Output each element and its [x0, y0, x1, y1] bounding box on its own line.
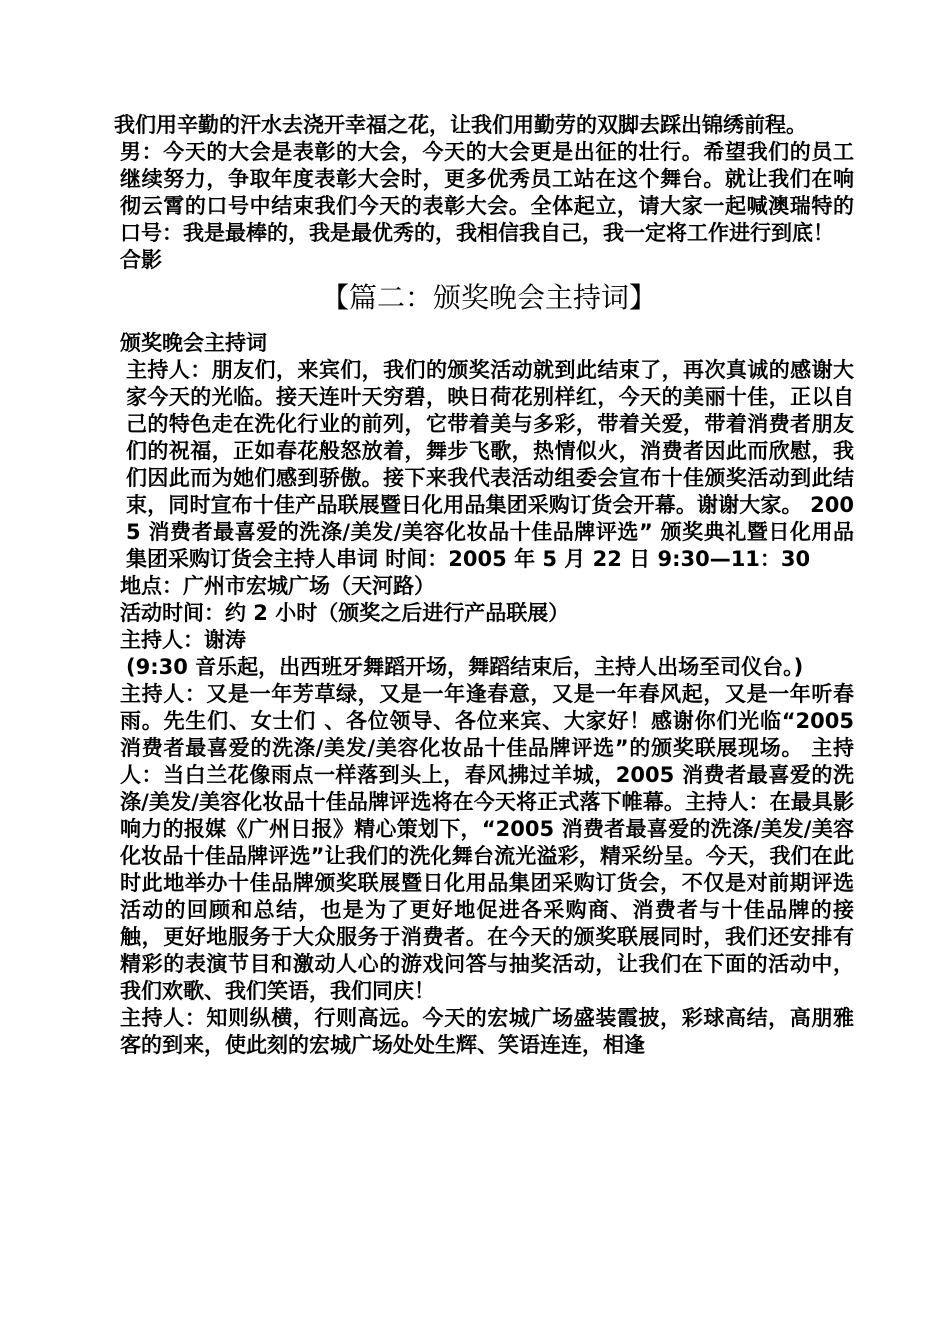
paragraph-host-name: 主持人：谢涛	[120, 628, 246, 652]
paragraph-host-welcome: 主持人：又是一年芳草绿，又是一年逢春意，又是一年春风起，又是一年听春雨。先生们、女士们 、各位领导、各位来宾、大家好！感谢你们光临“2005 消费者最喜爱的洗涤/美发/美容化妆品十佳品牌评选”的颁奖联展现场。 主持人：当白兰花像雨点一样落到头上，春风拂过羊城，2005 消费者最喜爱的洗涤/美发/美容化妆品十佳品牌评选将在今天将正式落下帷幕。主持人：在最具影响力的报媒《广州日报》精心策划下，“2005 消费者最喜爱的洗涤/美发/美容化妆品十佳品牌评选”让我们的洗化舞台流光溢彩，精采纷呈。今天，我们在此时此地举办十佳品牌颁奖联展暨日化用品集团采购订货会，不仅是对前期评选活动的回顾和总结，也是为了更好地促进各采购商、消费者与十佳品牌的接触，更好地服务于大众服务于消费者。在今天的颁奖联展同时，我们还安排有精彩的表演节目和激动人心的游戏问答与抽奖活动，让我们在下面的活动中，我们欢歌、我们笑语，我们同庆！	[120, 682, 854, 1003]
paragraph-host-continuation: 主持人：知则纵横，行则高远。今天的宏城广场盛装霞披，彩球高结，高朋雅客的到来，使此刻的宏城广场处处生辉、笑语连连，相逢	[120, 1006, 854, 1057]
paragraph-stage-direction: (9:30 音乐起，出西班牙舞蹈开场，舞蹈结束后，主持人出场至司仪台。)	[126, 655, 804, 679]
section-title: 【篇二：颁奖晚会主持词】	[320, 281, 657, 314]
paragraph-closing-line: 我们用辛勤的汗水去浇开幸福之花，让我们用勤劳的双脚去踩出锦绣前程。	[114, 113, 807, 137]
paragraph-duration: 活动时间：约 2 小时（颁奖之后进行产品联展）	[120, 601, 570, 625]
paragraph-location: 地点：广州市宏城广场（天河路）	[120, 574, 435, 598]
paragraph-group-photo: 合影	[120, 248, 162, 272]
section-subtitle: 颁奖晚会主持词	[120, 331, 267, 355]
paragraph-host-opening: 主持人：朋友们，来宾们，我们的颁奖活动就到此结束了，再次真诚的感谢大家今天的光临。接天连叶天穷碧，映日荷花别样红，今天的美丽十佳，正以自己的特色走在洗化行业的前列，它带着美与多彩，带着关爱，带着消费者朋友们的祝福，正如春花般怒放着，舞步飞歌，热情似火，消费者因此而欣慰，我们因此而为她们感到骄傲。接下来我代表活动组委会宣布十佳颁奖活动到此结束，同时宣布十佳产品联展暨日化用品集团采购订货会开幕。谢谢大家。 2005 消费者最喜爱的洗涤/美发/美容化妆品十佳品牌评选” 颁奖典礼暨日化用品集团采购订货会主持人串词 时间：2005 年 5 月 22 日 9:30—11：30	[126, 358, 854, 571]
paragraph-male-host: 男：今天的大会是表彰的大会，今天的大会更是出征的壮行。希望我们的员工继续努力，争取年度表彰大会时，更多优秀员工站在这个舞台。就让我们在响彻云霄的口号中结束我们今天的表彰大会。全体起立，请大家一起喊澳瑞特的口号：我是最棒的，我是最优秀的，我相信我自己，我一定将工作进行到底！	[120, 140, 854, 245]
document-page	[114, 112, 854, 1059]
